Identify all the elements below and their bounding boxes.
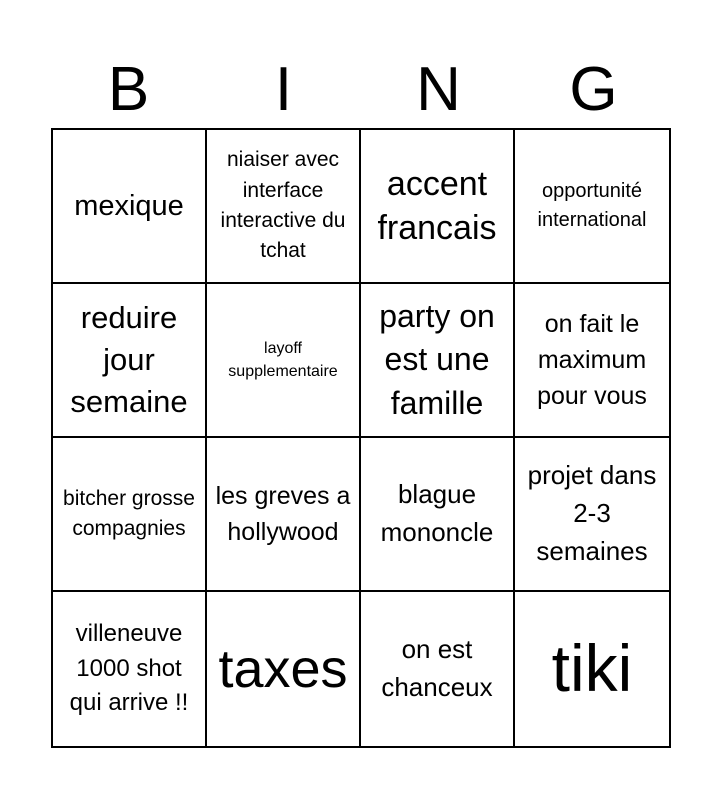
bingo-cell[interactable] bbox=[515, 592, 669, 746]
bingo-cell[interactable] bbox=[361, 438, 515, 592]
bingo-cell[interactable] bbox=[207, 284, 361, 438]
cell-label: blague mononcle bbox=[380, 479, 494, 547]
bingo-cell[interactable] bbox=[53, 438, 207, 592]
cell-label: bitcher grosse compagnies bbox=[63, 486, 195, 540]
bingo-cell[interactable] bbox=[207, 130, 361, 284]
cell-label: on fait le maximum pour vous bbox=[537, 309, 647, 411]
cell-label: les greves a hollywood bbox=[215, 481, 351, 546]
cell-label: accent francais bbox=[377, 164, 497, 247]
bingo-cell[interactable] bbox=[207, 592, 361, 746]
bingo-cell[interactable] bbox=[53, 130, 207, 284]
cell-label: projet dans 2-3 semaines bbox=[527, 460, 657, 566]
bingo-cell[interactable] bbox=[207, 438, 361, 592]
cell-label: taxes bbox=[218, 638, 348, 699]
cell-label: niaiser avec interface interactive du tchat bbox=[220, 148, 346, 263]
cell-label: layoff supplementaire bbox=[228, 339, 338, 380]
cell-label: mexique bbox=[74, 189, 184, 222]
bingo-cell[interactable] bbox=[361, 592, 515, 746]
cell-label: opportunité international bbox=[537, 180, 647, 231]
cell-label: villeneuve 1000 shot qui arrive !! bbox=[69, 619, 189, 717]
header-letter-n: N bbox=[416, 55, 461, 124]
header-letter-b: B bbox=[107, 55, 150, 124]
header-letter-g: G bbox=[569, 55, 618, 124]
bingo-cell[interactable] bbox=[515, 130, 669, 284]
header-letter-i: I bbox=[274, 55, 293, 124]
bingo-header bbox=[51, 52, 671, 128]
bingo-cell[interactable] bbox=[361, 284, 515, 438]
bingo-cell[interactable] bbox=[515, 284, 669, 438]
cell-label: on est chanceux bbox=[381, 634, 493, 702]
bingo-cell[interactable] bbox=[53, 592, 207, 746]
bingo-grid bbox=[51, 128, 671, 748]
cell-label: reduire jour semaine bbox=[70, 300, 188, 419]
cell-label: tiki bbox=[551, 631, 633, 706]
bingo-cell[interactable] bbox=[53, 284, 207, 438]
bingo-cell[interactable] bbox=[361, 130, 515, 284]
bingo-cell[interactable] bbox=[515, 438, 669, 592]
cell-label: party on est une famille bbox=[379, 298, 495, 421]
